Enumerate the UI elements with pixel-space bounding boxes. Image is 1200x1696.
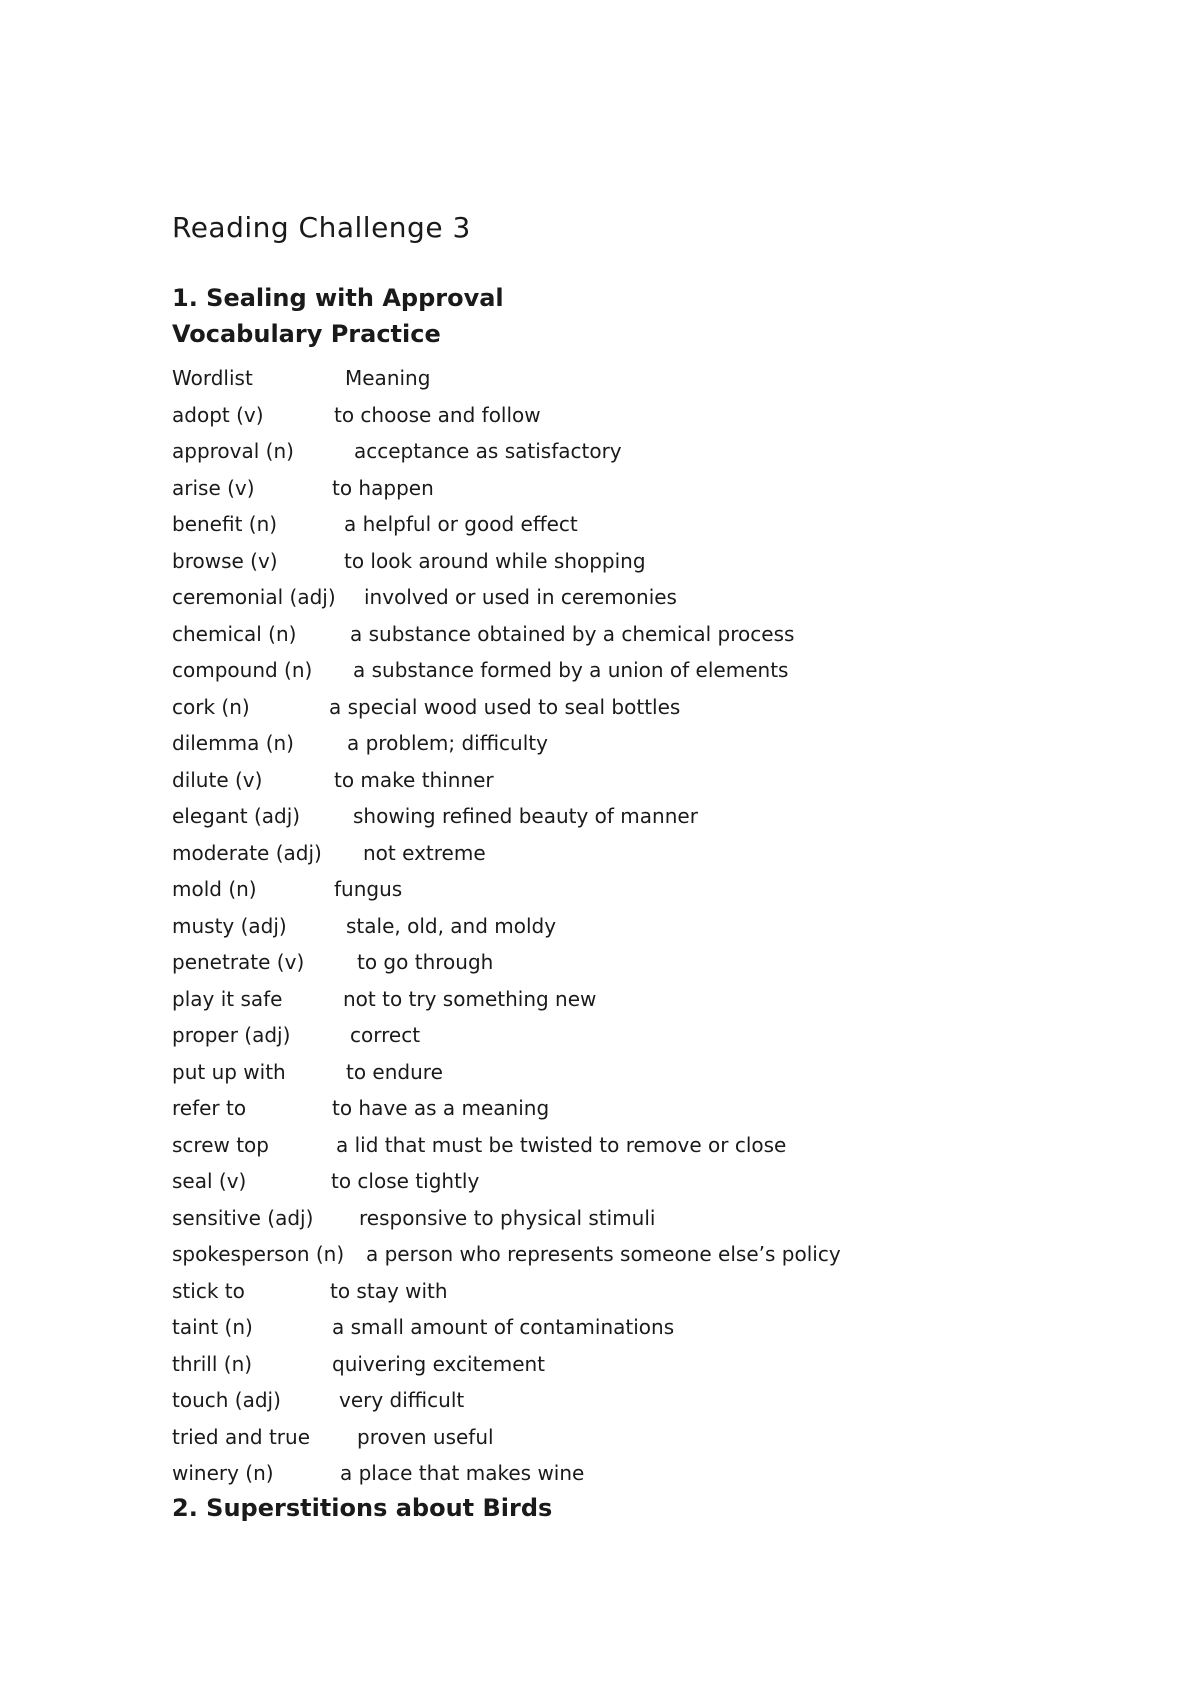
entry-meaning: very difficult [339, 1388, 465, 1412]
entry-word: dilemma (n) [172, 731, 294, 755]
word-entry-row [172, 1163, 1072, 1200]
entry-word: approval (n) [172, 439, 294, 463]
wordlist-column-header: Wordlist [172, 366, 253, 390]
vocabulary-practice-heading: Vocabulary Practice [172, 320, 441, 348]
entry-meaning: a small amount of contaminations [332, 1315, 675, 1339]
entry-meaning: quivering excitement [332, 1351, 546, 1376]
entry-meaning: a person who represents someone else’s policy [366, 1242, 841, 1266]
word-entry-row [172, 835, 1072, 872]
word-entry-row [172, 433, 1072, 470]
word-entry-row [172, 1017, 1072, 1054]
entry-word: stick to [172, 1278, 245, 1303]
entry-meaning: to close tightly [331, 1169, 480, 1193]
word-entry-row [172, 616, 1072, 653]
entry-word: play it safe [172, 986, 283, 1011]
entry-meaning: a substance obtained by a chemical process [350, 621, 795, 646]
entry-meaning: to go through [357, 950, 494, 974]
entry-meaning: not to try something new [343, 986, 597, 1011]
entry-word: browse (v) [172, 548, 278, 573]
entry-meaning: showing refined beauty of manner [353, 804, 698, 828]
entry-meaning: to make thinner [334, 767, 494, 792]
section-1-heading: 1. Sealing with Approval [172, 284, 504, 312]
word-entry-row [172, 1054, 1072, 1091]
entry-word: spokesperson (n) [172, 1242, 345, 1266]
entry-word: refer to [172, 1096, 247, 1120]
word-entry-row [172, 725, 1072, 762]
entry-word: seal (v) [172, 1169, 247, 1193]
entry-word: sensitive (adj) [172, 1205, 314, 1230]
entry-meaning: to happen [332, 475, 434, 500]
entry-meaning: to choose and follow [334, 402, 541, 427]
entry-meaning: proven useful [357, 1424, 494, 1449]
entry-word: penetrate (v) [172, 950, 305, 974]
word-entry-row [172, 1236, 1072, 1273]
word-entry-row [172, 652, 1072, 689]
entry-meaning: a helpful or good effect [344, 512, 578, 536]
entry-word: proper (adj) [172, 1023, 291, 1047]
word-list [172, 360, 1072, 1492]
entry-word: adopt (v) [172, 402, 264, 427]
entry-meaning: to have as a meaning [332, 1096, 550, 1120]
word-list-header [172, 360, 1072, 397]
word-entry-row [172, 1309, 1072, 1346]
entry-meaning: a lid that must be twisted to remove or close [336, 1132, 787, 1157]
entry-meaning: a place that makes wine [340, 1461, 585, 1485]
word-entry-row [172, 908, 1072, 945]
document-title: Reading Challenge 3 [172, 211, 471, 244]
entry-meaning: a substance formed by a union of elements [353, 658, 789, 682]
entry-word: mold (n) [172, 877, 257, 901]
entry-word: cork (n) [172, 694, 250, 719]
entry-meaning: correct [350, 1023, 421, 1047]
entry-word: compound (n) [172, 658, 313, 682]
entry-meaning: not extreme [363, 840, 486, 865]
entry-meaning: a special wood used to seal bottles [329, 694, 681, 719]
word-entry-row [172, 1127, 1072, 1164]
word-entries [172, 397, 1072, 1492]
entry-meaning: responsive to physical stimuli [359, 1205, 656, 1230]
entry-word: ceremonial (adj) [172, 585, 336, 609]
entry-word: tried and true [172, 1424, 311, 1449]
entry-meaning: to endure [346, 1059, 443, 1084]
word-entry-row [172, 871, 1072, 908]
entry-word: put up with [172, 1059, 286, 1084]
entry-word: musty (adj) [172, 913, 287, 938]
word-entry-row [172, 397, 1072, 434]
word-entry-row [172, 1382, 1072, 1419]
word-entry-row [172, 1455, 1072, 1492]
word-entry-row [172, 1200, 1072, 1237]
word-entry-row [172, 470, 1072, 507]
entry-word: benefit (n) [172, 512, 278, 536]
word-entry-row [172, 1090, 1072, 1127]
word-entry-row [172, 798, 1072, 835]
word-entry-row [172, 1346, 1072, 1383]
entry-meaning: fungus [334, 877, 403, 901]
word-entry-row [172, 762, 1072, 799]
section-2-heading: 2. Superstitions about Birds [172, 1494, 553, 1522]
word-entry-row [172, 579, 1072, 616]
entry-word: arise (v) [172, 475, 255, 500]
entry-meaning: acceptance as satisfactory [354, 439, 622, 463]
entry-word: elegant (adj) [172, 804, 301, 828]
word-entry-row [172, 1273, 1072, 1310]
word-entry-row [172, 1419, 1072, 1456]
entry-meaning: to look around while shopping [344, 548, 646, 573]
word-entry-row [172, 944, 1072, 981]
entry-word: taint (n) [172, 1315, 253, 1339]
entry-word: touch (adj) [172, 1388, 281, 1412]
entry-meaning: a problem; difficulty [347, 731, 548, 755]
entry-word: screw top [172, 1132, 269, 1157]
word-entry-row [172, 543, 1072, 580]
word-entry-row [172, 981, 1072, 1018]
entry-meaning: stale, old, and moldy [346, 913, 557, 938]
meaning-column-header: Meaning [345, 366, 431, 390]
entry-word: chemical (n) [172, 621, 297, 646]
word-entry-row [172, 689, 1072, 726]
entry-meaning: to stay with [330, 1278, 448, 1303]
word-entry-row [172, 506, 1072, 543]
entry-word: dilute (v) [172, 767, 263, 792]
entry-meaning: involved or used in ceremonies [364, 585, 677, 609]
entry-word: thrill (n) [172, 1351, 253, 1376]
entry-word: winery (n) [172, 1461, 274, 1485]
entry-word: moderate (adj) [172, 840, 322, 865]
